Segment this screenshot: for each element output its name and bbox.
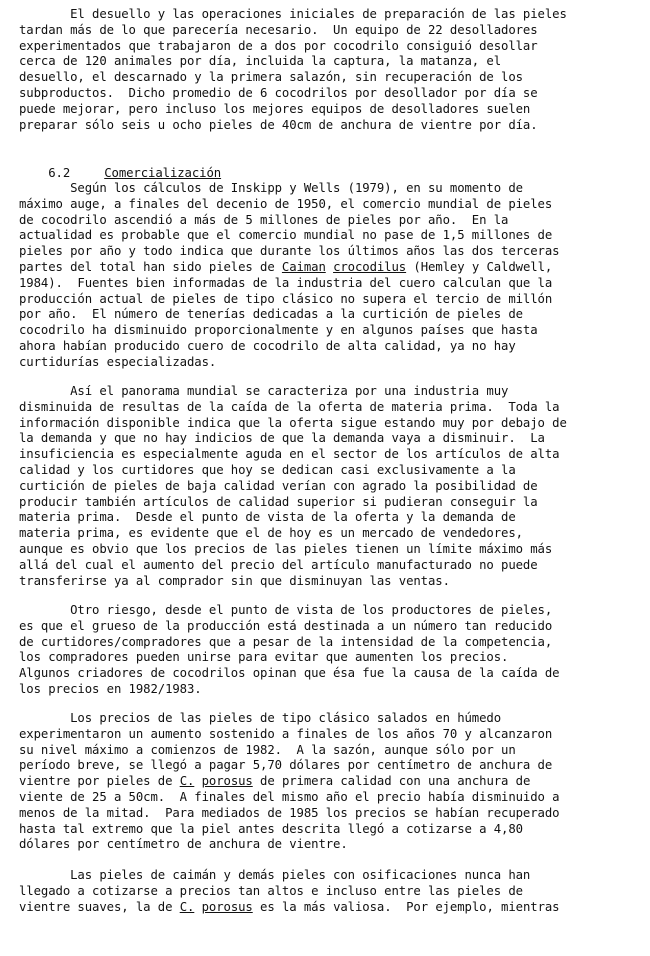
- paragraph-skinning: [19, 7, 639, 133]
- text-segment: partes del total han sido pieles de: [19, 259, 282, 274]
- species-genus: C.: [179, 899, 195, 914]
- species-epithet: porosus: [201, 774, 253, 789]
- paragraph-caiman-skins: [19, 868, 639, 915]
- text-line: los compradores pueden unirse para evitar que aumenten los precios.: [19, 650, 509, 665]
- text-line: Las pieles de caimán y demás pieles con osificaciones nunca han: [19, 868, 531, 882]
- text-line: su nivel máximo a comienzos de 1982. A la sazón, aunque sólo por un: [19, 742, 516, 757]
- text-line: experimentados que trabajaron de a dos por cocodrilo consiguió desollar: [19, 38, 538, 53]
- text-line: cerca de 120 animales por día, incluida la captura, la matanza, el: [19, 54, 502, 69]
- paragraph-other-risk: [19, 603, 639, 698]
- text-line: llegado a cotizarse a precios tan altos e incluso entre las pieles de: [19, 883, 523, 898]
- text-line: ahora habían producido cuero de cocodrilo de alta calidad, ya no hay: [19, 338, 516, 353]
- text-line: dólares por centímetro de anchura de vientre.: [19, 837, 348, 852]
- section-heading: [19, 149, 222, 180]
- text-line: es que el grueso de la producción está destinada a un número tan reducido: [19, 618, 553, 633]
- text-line: experimentaron un aumento sostenido a finales de los años 70 y alcanzaron: [19, 726, 553, 741]
- text-line: actualidad es probable que el comercio mundial no pase de 1,5 millones de: [19, 228, 553, 243]
- text-line: por año. El número de tenerías dedicadas a la curtición de pieles de: [19, 307, 523, 322]
- species-genus: Caiman: [281, 259, 326, 274]
- paragraph-prices: [19, 711, 639, 853]
- paragraph-world-panorama: [19, 384, 639, 589]
- text-line: calidad y los curtidores que hoy se dedican casi exclusivamente a la: [19, 462, 516, 477]
- text-line: hasta tal extremo que la piel antes descrita llegó a cotizarse a 4,80: [19, 821, 523, 836]
- text-line: insuficiencia es especialmente aguda en el sector de los artículos de alta: [19, 447, 560, 462]
- text-segment: de primera calidad con una anchura de: [252, 774, 531, 789]
- text-segment: vientre por pieles de: [19, 774, 180, 789]
- text-line: curtidurías especializadas.: [19, 354, 217, 369]
- text-line: materia prima, es evidente que el de hoy es un mercado de vendedores,: [19, 526, 523, 541]
- text-line: menos de la mitad. Para mediados de 1985 los precios se habían recuperado: [19, 805, 560, 820]
- text-line: El desuello y las operaciones iniciales de preparación de las pieles: [19, 7, 567, 21]
- text-line: tardan más de lo que parecería necesario. Un equipo de 22 desolladores: [19, 22, 538, 37]
- species-epithet: crocodilus: [333, 259, 407, 274]
- text-line: [19, 774, 639, 790]
- text-line: [19, 900, 639, 916]
- text-line: Algunos criadores de cocodrilos opinan que ésa fue la causa de la caída de: [19, 666, 560, 681]
- text-line: subproductos. Dicho promedio de 6 cocodrilos por desollador por día se: [19, 85, 538, 100]
- text-line: cocodrilo ha disminuido proporcionalmente y en algunos países que hasta: [19, 323, 538, 338]
- text-line: pieles por año y todo indica que durante los últimos años las dos terceras: [19, 244, 560, 259]
- text-line: puede mejorar, pero incluso los mejores equipos de desolladores suelen: [19, 101, 531, 116]
- text-line: producir también artículos de calidad superior si pudieran conseguir la: [19, 494, 538, 509]
- text-line: Los precios de las pieles de tipo clásico salados en húmedo: [19, 711, 502, 725]
- text-segment: es la más valiosa. Por ejemplo, mientras: [252, 899, 560, 914]
- text-line: desuello, el descarnado y la primera salazón, sin recuperación de los: [19, 70, 523, 85]
- text-line: máximo auge, a finales del decenio de 1950, el comercio mundial de pieles: [19, 196, 553, 211]
- text-line: materia prima. Desde el punto de vista de la oferta y la demanda de: [19, 510, 516, 525]
- section-number: 6.2: [48, 166, 71, 180]
- text-line: transferirse ya al comprador sin que disminuyan las ventas.: [19, 573, 450, 588]
- text-line: viente de 25 a 50cm. A finales del mismo año el precio había disminuido a: [19, 789, 560, 804]
- text-line: la demanda y que no hay indicios de que la demanda vaya a disminuir. La: [19, 431, 545, 446]
- text-line: los precios en 1982/1983.: [19, 681, 202, 696]
- text-segment: (Hemley y Caldwell,: [406, 259, 553, 274]
- text-line: curtición de pieles de baja calidad verían con agrado la posibilidad de: [19, 478, 538, 493]
- species-genus: C.: [179, 774, 195, 789]
- text-line: allá del cual el aumento del precio del artículo manufacturado no puede: [19, 557, 538, 572]
- paragraph-world-trade: [19, 181, 639, 371]
- text-line: 1984). Fuentes bien informadas de la industria del cuero calculan que la: [19, 275, 553, 290]
- text-line: Así el panorama mundial se caracteriza por una industria muy: [19, 384, 509, 398]
- text-line: preparar sólo seis u ocho pieles de 40cm de anchura de vientre por día.: [19, 117, 538, 132]
- text-line: producción actual de pieles de tipo clásico no supera el tercio de millón: [19, 291, 553, 306]
- text-line: Según los cálculos de Inskipp y Wells (1979), en su momento de: [19, 181, 523, 195]
- species-epithet: porosus: [201, 899, 253, 914]
- text-line: aunque es obvio que los precios de las pieles tienen un límite máximo más: [19, 541, 553, 556]
- text-line: información disponible indica que la oferta sigue estando muy por debajo de: [19, 415, 567, 430]
- text-segment: vientre suaves, la de: [19, 899, 180, 914]
- text-line: disminuida de resultas de la caída de la oferta de materia prima. Toda la: [19, 399, 560, 414]
- text-line: [19, 260, 639, 276]
- text-line: de curtidores/compradores que a pesar de la intensidad de la competencia,: [19, 634, 553, 649]
- text-line: Otro riesgo, desde el punto de vista de los productores de pieles,: [19, 603, 553, 617]
- text-line: de cocodrilo ascendió a más de 5 millones de pieles por año. En la: [19, 212, 509, 227]
- text-line: período breve, se llegó a pagar 5,70 dólares por centímetro de anchura de: [19, 758, 553, 773]
- section-title: Comercialización: [104, 166, 222, 180]
